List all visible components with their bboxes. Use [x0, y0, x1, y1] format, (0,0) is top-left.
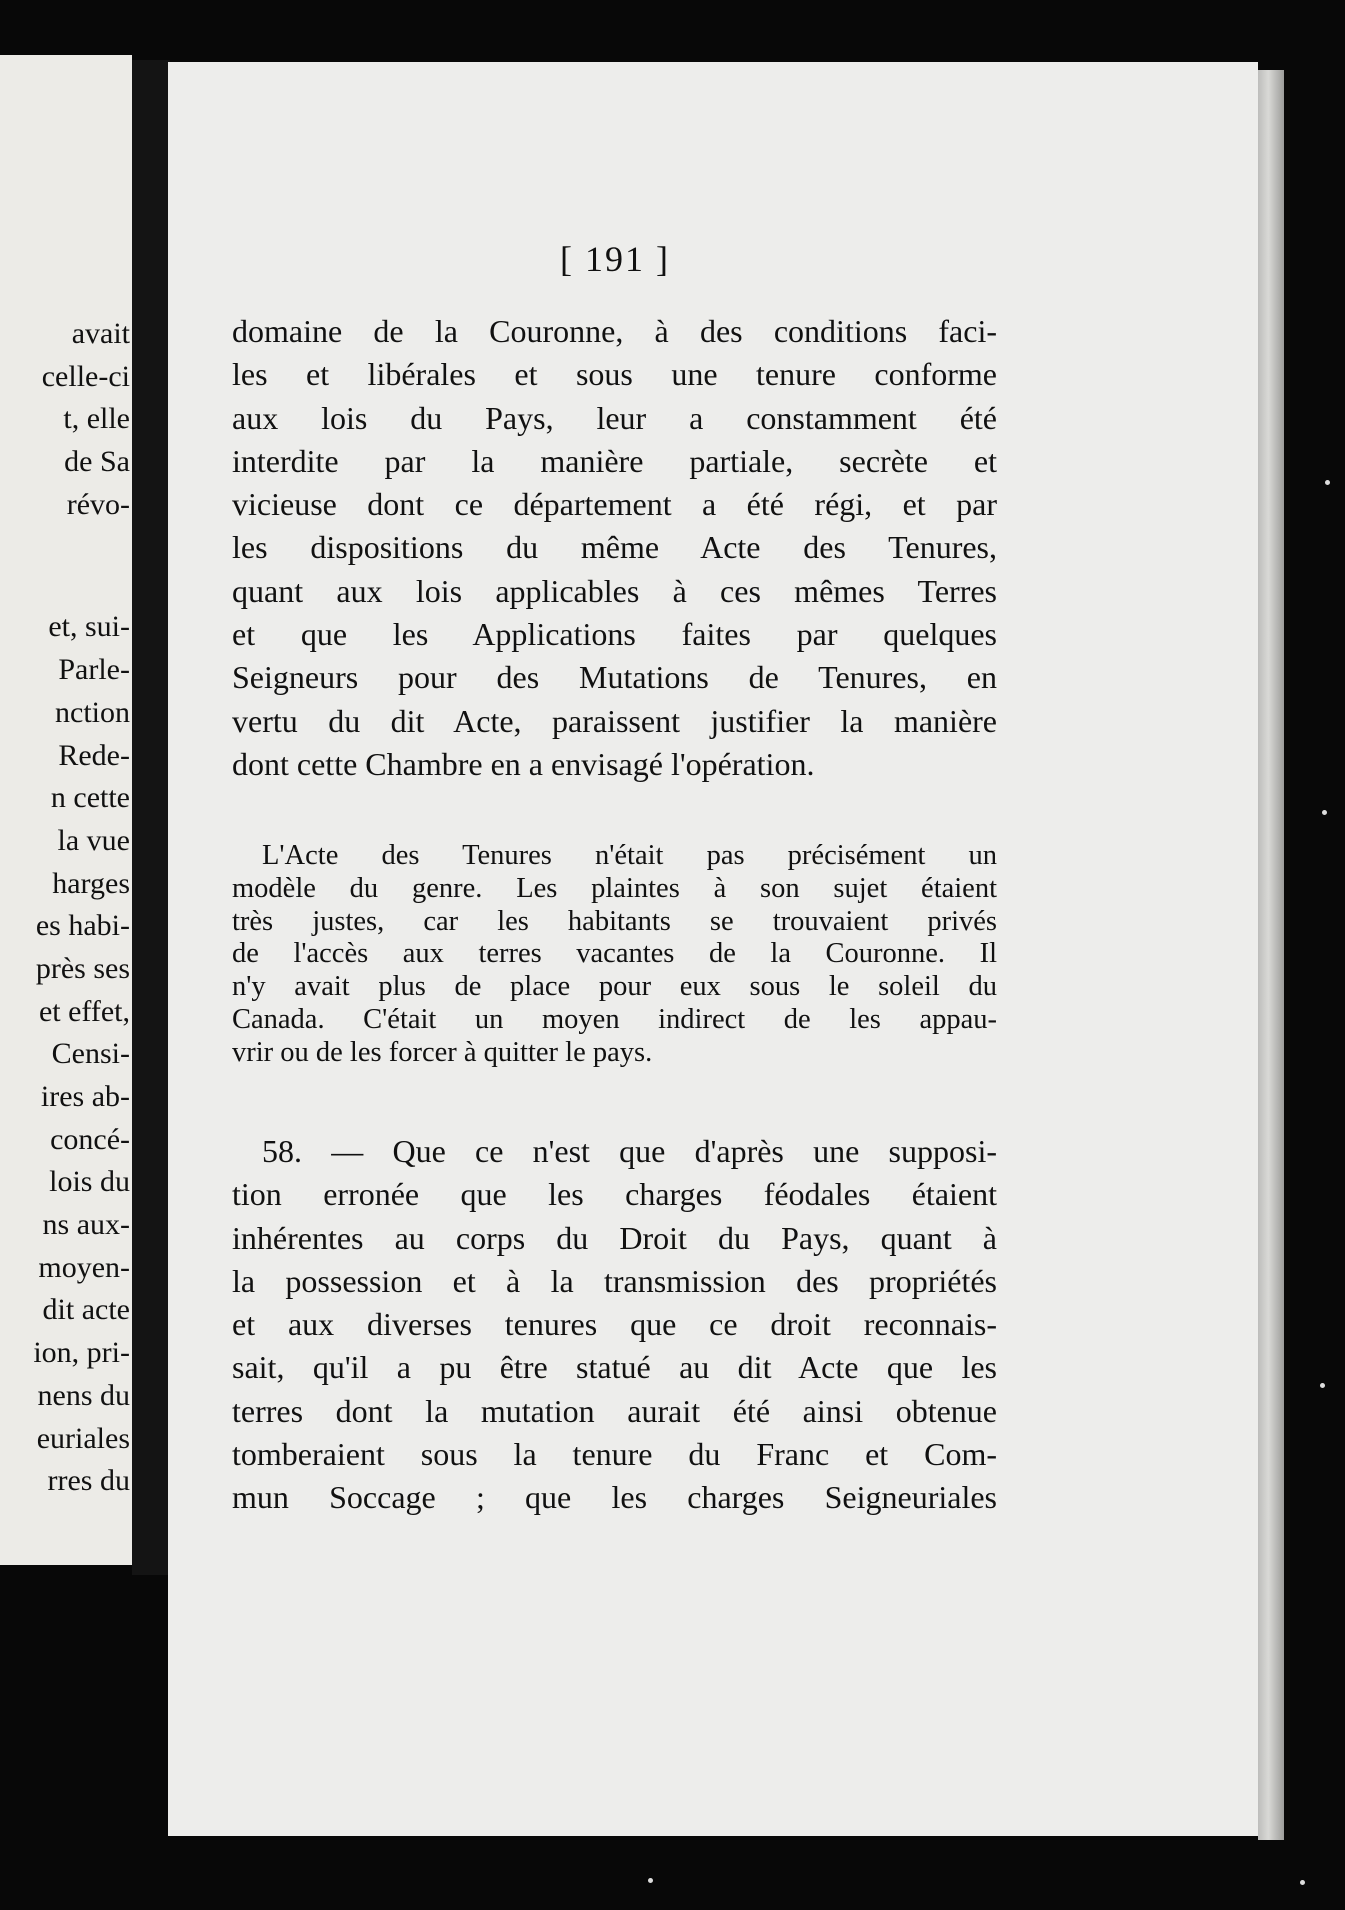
text-line: mun Soccage ; que les charges Seigneuriales — [232, 1479, 997, 1516]
left-line: euriales — [36, 1421, 130, 1455]
text-line: 58. — Que ce n'est que d'après une supposi- — [262, 1133, 997, 1169]
left-line: n cette — [50, 781, 130, 815]
left-line: et, sui- — [48, 610, 130, 644]
left-line: nens du — [37, 1378, 130, 1412]
text-line: très justes, car les habitants se trouvaient privés — [232, 905, 997, 937]
left-line: lois du — [49, 1165, 130, 1199]
left-line: ns aux- — [42, 1208, 130, 1242]
left-line: dit acte — [42, 1293, 130, 1327]
left-line: Rede- — [58, 738, 130, 772]
text-line: vertu du dit Acte, paraissent justifier la manière — [232, 702, 997, 739]
text-line: vrir ou de les forcer à quitter le pays. — [232, 1036, 653, 1068]
left-line: de Sa — [64, 445, 130, 479]
text-line: de l'accès aux terres vacantes de la Couronne. Il — [232, 938, 997, 970]
commentary-paragraph — [232, 840, 997, 1070]
resolution-58-paragraph — [232, 1130, 997, 1520]
left-line: Censi- — [51, 1037, 130, 1071]
page-number: [ 191 ] — [560, 239, 670, 279]
left-line: et effet, — [38, 994, 130, 1028]
text-line: sait, qu'il a pu être statué au dit Acte que les — [232, 1349, 997, 1386]
text-line: Canada. C'était un moyen indirect de les appau- — [232, 1003, 997, 1035]
text-line: terres dont la mutation aurait été ainsi obtenue — [232, 1392, 997, 1429]
left-line: celle-ci — [41, 359, 130, 393]
left-line: moyen- — [38, 1250, 130, 1284]
left-line: révo- — [66, 487, 130, 521]
left-line: es habi- — [35, 909, 130, 943]
text-line: et que les Applications faites par quelques — [232, 616, 997, 653]
text-line: et aux diverses tenures que ce droit reconnais- — [232, 1306, 997, 1343]
text-line: inhérentes au corps du Droit du Pays, quant à — [232, 1219, 997, 1256]
text-line: la possession et à la transmission des propriétés — [232, 1262, 997, 1299]
text-line: vicieuse dont ce département a été régi, et par — [232, 486, 997, 523]
text-line: L'Acte des Tenures n'était pas précisément un — [262, 840, 997, 871]
text-line: les et libérales et sous une tenure conforme — [232, 356, 997, 393]
left-page-text — [0, 313, 130, 1503]
text-line: quant aux lois applicables à ces mêmes Terres — [232, 572, 997, 609]
text-line: Seigneurs pour des Mutations de Tenures, en — [232, 659, 997, 696]
book-gutter — [132, 60, 170, 1575]
left-line: harges — [52, 866, 130, 900]
page-edge — [1258, 70, 1284, 1840]
left-line: ion, pri- — [33, 1336, 130, 1370]
left-line: ires ab- — [40, 1080, 130, 1113]
text-line: les dispositions du même Acte des Tenures, — [232, 529, 997, 566]
text-line: aux lois du Pays, leur a constamment été — [232, 399, 997, 436]
paragraph-continuation — [232, 310, 997, 786]
left-line: concé- — [50, 1122, 130, 1156]
text-line: dont cette Chambre en a envisagé l'opération. — [232, 745, 815, 782]
text-line: modèle du genre. Les plaintes à son sujet étaient — [232, 872, 997, 904]
left-line: près ses — [35, 951, 130, 985]
text-line: tion erronée que les charges féodales étaient — [232, 1176, 997, 1213]
left-line: rres du — [47, 1464, 130, 1498]
left-line: la vue — [57, 823, 130, 857]
left-facing-page — [0, 55, 132, 1565]
text-line: interdite par la manière partiale, secrète et — [232, 442, 997, 479]
text-line: domaine de la Couronne, à des conditions faci- — [232, 313, 997, 349]
left-line: nction — [55, 695, 130, 729]
left-line: avait — [71, 317, 130, 350]
left-line: t, elle — [63, 402, 130, 436]
text-line: tomberaient sous la tenure du Franc et Com- — [232, 1436, 997, 1473]
left-line: Parle- — [58, 653, 130, 687]
text-line: n'y avait plus de place pour eux sous le soleil du — [232, 971, 997, 1003]
